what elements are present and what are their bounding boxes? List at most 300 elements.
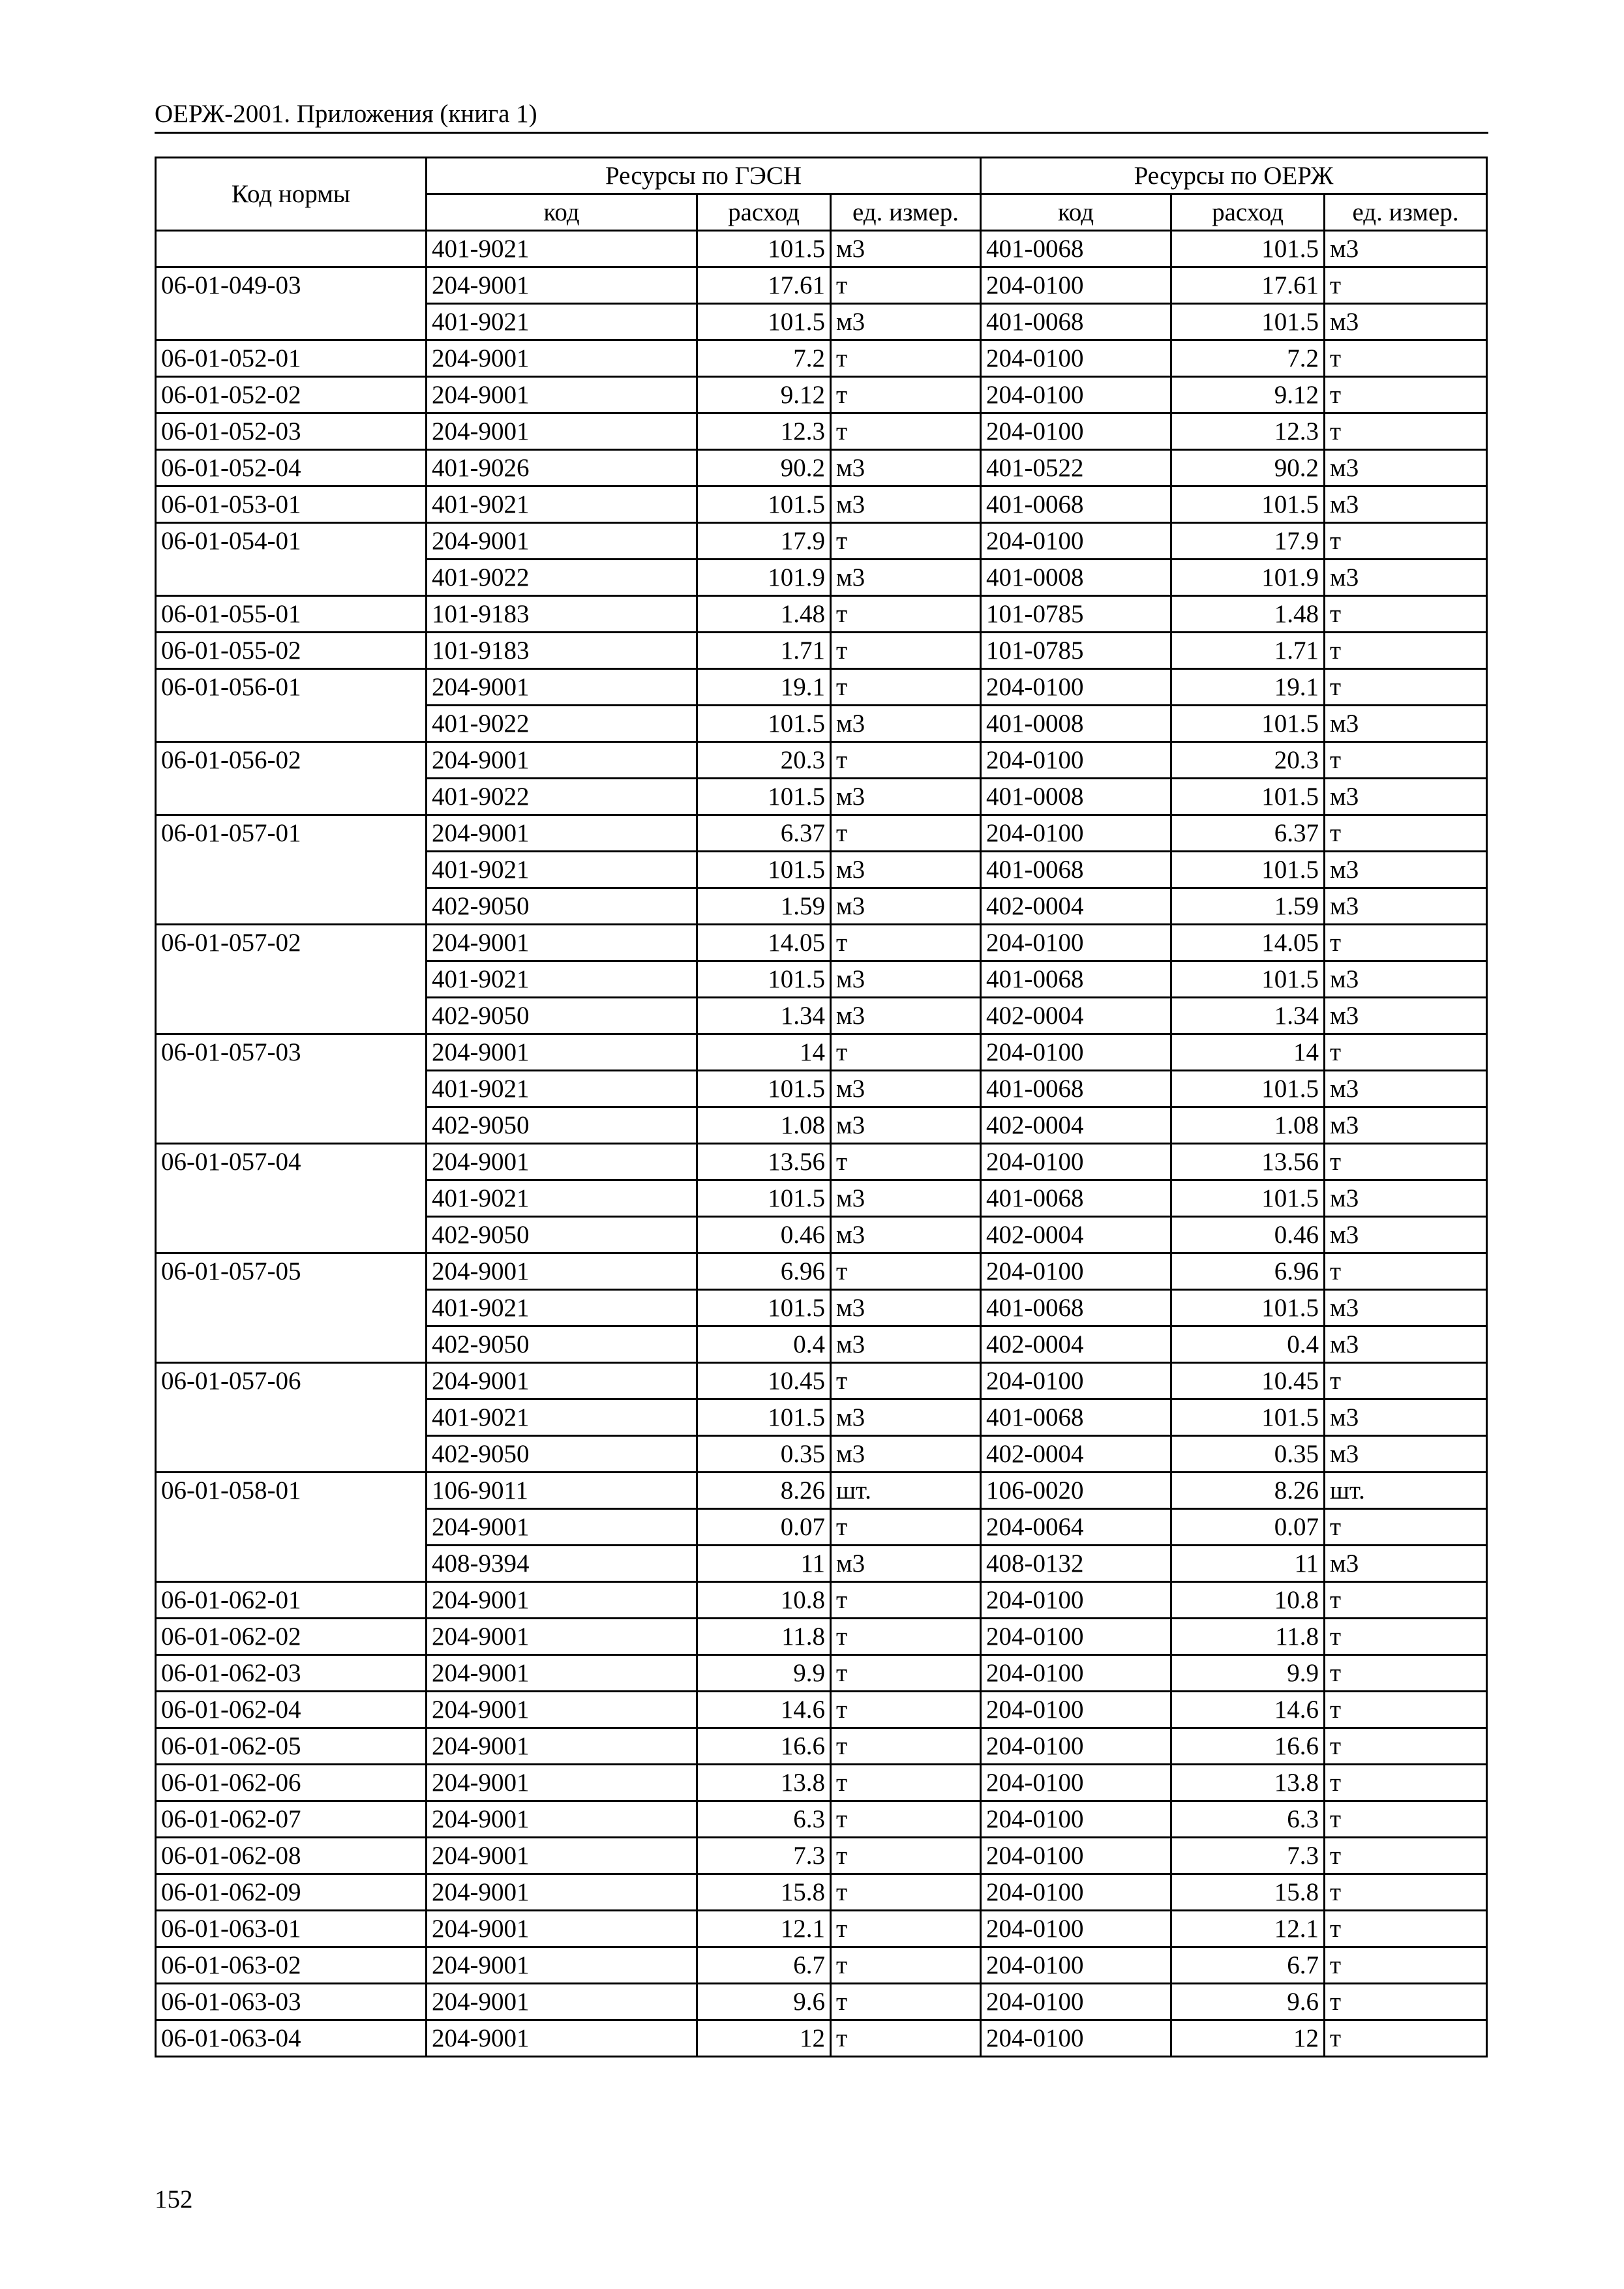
gesn-code-cell: 204-9001 (427, 267, 697, 304)
oerzh-code-cell: 402-0004 (981, 1107, 1171, 1144)
gesn-consumption-cell: 11.8 (697, 1619, 831, 1655)
oerzh-code-cell: 401-0068 (981, 1399, 1171, 1436)
gesn-consumption-cell: 0.46 (697, 1217, 831, 1253)
gesn-unit-cell: т (831, 377, 981, 413)
table-row (156, 1144, 1487, 1180)
gesn-code-cell: 204-9001 (427, 1253, 697, 1290)
gesn-consumption-cell: 101.5 (697, 231, 831, 267)
gesn-unit-cell: шт. (831, 1473, 981, 1509)
oerzh-code-cell: 204-0100 (981, 1838, 1171, 1874)
norm-code-cell: 06-01-057-05 (156, 1253, 427, 1363)
gesn-consumption-cell: 0.4 (697, 1326, 831, 1363)
norm-code-cell: 06-01-052-01 (156, 340, 427, 377)
oerzh-code-cell: 101-0785 (981, 596, 1171, 633)
gesn-consumption-cell: 1.34 (697, 998, 831, 1034)
oerzh-consumption-cell: 1.34 (1171, 998, 1325, 1034)
gesn-consumption-cell: 1.71 (697, 633, 831, 669)
oerzh-code-cell: 204-0064 (981, 1509, 1171, 1546)
gesn-consumption-cell: 1.59 (697, 888, 831, 925)
oerzh-consumption-cell: 101.5 (1171, 706, 1325, 742)
gesn-code-cell: 401-9021 (427, 304, 697, 340)
table-row (156, 669, 1487, 706)
oerzh-code-cell: 401-0068 (981, 304, 1171, 340)
gesn-unit-cell: т (831, 2020, 981, 2057)
oerzh-code-cell: 408-0132 (981, 1546, 1171, 1582)
gesn-code-cell: 204-9001 (427, 1582, 697, 1619)
norm-code-cell: 06-01-062-09 (156, 1874, 427, 1911)
norm-code-cell: 06-01-062-03 (156, 1655, 427, 1692)
gesn-code-cell: 402-9050 (427, 1436, 697, 1473)
oerzh-unit-cell: м3 (1325, 560, 1487, 596)
oerzh-consumption-cell: 10.45 (1171, 1363, 1325, 1399)
norm-code-cell: 06-01-055-02 (156, 633, 427, 669)
gesn-consumption-cell: 16.6 (697, 1728, 831, 1765)
norm-code-cell: 06-01-057-06 (156, 1363, 427, 1473)
oerzh-unit-cell: т (1325, 1655, 1487, 1692)
header-norm-code: Код нормы (156, 158, 427, 231)
oerzh-consumption-cell: 6.3 (1171, 1801, 1325, 1838)
gesn-unit-cell: м3 (831, 998, 981, 1034)
oerzh-unit-cell: м3 (1325, 1290, 1487, 1326)
oerzh-code-cell: 402-0004 (981, 888, 1171, 925)
gesn-code-cell: 204-9001 (427, 1619, 697, 1655)
oerzh-consumption-cell: 1.48 (1171, 596, 1325, 633)
oerzh-consumption-cell: 0.46 (1171, 1217, 1325, 1253)
norm-code-cell: 06-01-056-01 (156, 669, 427, 742)
gesn-consumption-cell: 12 (697, 2020, 831, 2057)
oerzh-consumption-cell: 0.4 (1171, 1326, 1325, 1363)
oerzh-unit-cell: т (1325, 2020, 1487, 2057)
gesn-code-cell: 402-9050 (427, 1326, 697, 1363)
oerzh-unit-cell: т (1325, 1509, 1487, 1546)
table-row (156, 1655, 1487, 1692)
gesn-code-cell: 401-9026 (427, 450, 697, 486)
gesn-unit-cell: т (831, 1582, 981, 1619)
oerzh-unit-cell: м3 (1325, 1217, 1487, 1253)
oerzh-consumption-cell: 10.8 (1171, 1582, 1325, 1619)
gesn-consumption-cell: 17.61 (697, 267, 831, 304)
gesn-unit-cell: т (831, 1801, 981, 1838)
oerzh-code-cell: 401-0008 (981, 560, 1171, 596)
oerzh-unit-cell: т (1325, 669, 1487, 706)
gesn-consumption-cell: 9.12 (697, 377, 831, 413)
oerzh-consumption-cell: 14 (1171, 1034, 1325, 1071)
gesn-code-cell: 204-9001 (427, 1765, 697, 1801)
gesn-code-cell: 204-9001 (427, 1034, 697, 1071)
oerzh-code-cell: 402-0004 (981, 1217, 1171, 1253)
table-row (156, 450, 1487, 486)
gesn-code-cell: 401-9021 (427, 1399, 697, 1436)
gesn-consumption-cell: 101.5 (697, 486, 831, 523)
gesn-code-cell: 401-9021 (427, 1180, 697, 1217)
gesn-consumption-cell: 101.5 (697, 1071, 831, 1107)
norm-code-cell: 06-01-062-01 (156, 1582, 427, 1619)
gesn-consumption-cell: 13.56 (697, 1144, 831, 1180)
oerzh-unit-cell: т (1325, 1874, 1487, 1911)
gesn-unit-cell: м3 (831, 1399, 981, 1436)
gesn-unit-cell: т (831, 1692, 981, 1728)
gesn-code-cell: 401-9021 (427, 1290, 697, 1326)
gesn-code-cell: 204-9001 (427, 1509, 697, 1546)
oerzh-code-cell: 204-0100 (981, 1655, 1171, 1692)
gesn-unit-cell: т (831, 1253, 981, 1290)
norm-code-cell: 06-01-058-01 (156, 1473, 427, 1582)
oerzh-unit-cell: м3 (1325, 1399, 1487, 1436)
oerzh-consumption-cell: 101.5 (1171, 1071, 1325, 1107)
gesn-unit-cell: м3 (831, 1180, 981, 1217)
oerzh-consumption-cell: 8.26 (1171, 1473, 1325, 1509)
gesn-unit-cell: т (831, 742, 981, 779)
table-row (156, 413, 1487, 450)
gesn-consumption-cell: 8.26 (697, 1473, 831, 1509)
oerzh-unit-cell: м3 (1325, 888, 1487, 925)
table-row (156, 523, 1487, 560)
oerzh-code-cell: 204-0100 (981, 2020, 1171, 2057)
gesn-unit-cell: т (831, 596, 981, 633)
oerzh-consumption-cell: 12.3 (1171, 413, 1325, 450)
oerzh-unit-cell: м3 (1325, 998, 1487, 1034)
oerzh-consumption-cell: 14.6 (1171, 1692, 1325, 1728)
gesn-unit-cell: т (831, 669, 981, 706)
oerzh-unit-cell: т (1325, 925, 1487, 961)
norm-code-cell (156, 231, 427, 267)
oerzh-consumption-cell: 101.5 (1171, 852, 1325, 888)
oerzh-unit-cell: т (1325, 815, 1487, 852)
gesn-code-cell: 204-9001 (427, 1947, 697, 1984)
oerzh-consumption-cell: 7.2 (1171, 340, 1325, 377)
gesn-code-cell: 101-9183 (427, 633, 697, 669)
gesn-unit-cell: м3 (831, 1107, 981, 1144)
norm-code-cell: 06-01-057-03 (156, 1034, 427, 1144)
gesn-code-cell: 204-9001 (427, 669, 697, 706)
oerzh-code-cell: 204-0100 (981, 1253, 1171, 1290)
gesn-code-cell: 401-9021 (427, 961, 697, 998)
gesn-code-cell: 204-9001 (427, 815, 697, 852)
oerzh-consumption-cell: 101.5 (1171, 231, 1325, 267)
gesn-code-cell: 401-9021 (427, 231, 697, 267)
oerzh-unit-cell: м3 (1325, 304, 1487, 340)
gesn-consumption-cell: 101.5 (697, 706, 831, 742)
oerzh-code-cell: 402-0004 (981, 1326, 1171, 1363)
oerzh-consumption-cell: 13.8 (1171, 1765, 1325, 1801)
oerzh-consumption-cell: 19.1 (1171, 669, 1325, 706)
gesn-consumption-cell: 101.5 (697, 304, 831, 340)
oerzh-unit-cell: т (1325, 1692, 1487, 1728)
gesn-unit-cell: м3 (831, 1290, 981, 1326)
oerzh-code-cell: 204-0100 (981, 1582, 1171, 1619)
gesn-code-cell: 401-9022 (427, 779, 697, 815)
oerzh-consumption-cell: 1.08 (1171, 1107, 1325, 1144)
gesn-unit-cell: т (831, 1619, 981, 1655)
gesn-consumption-cell: 7.2 (697, 340, 831, 377)
norm-code-cell: 06-01-052-04 (156, 450, 427, 486)
gesn-unit-cell: м3 (831, 304, 981, 340)
oerzh-unit-cell: т (1325, 1947, 1487, 1984)
oerzh-consumption-cell: 9.12 (1171, 377, 1325, 413)
table-row (156, 1034, 1487, 1071)
oerzh-unit-cell: т (1325, 523, 1487, 560)
oerzh-code-cell: 204-0100 (981, 523, 1171, 560)
oerzh-consumption-cell: 9.6 (1171, 1984, 1325, 2020)
oerzh-consumption-cell: 17.61 (1171, 267, 1325, 304)
oerzh-code-cell: 204-0100 (981, 1874, 1171, 1911)
oerzh-consumption-cell: 0.35 (1171, 1436, 1325, 1473)
oerzh-unit-cell: т (1325, 1619, 1487, 1655)
oerzh-code-cell: 204-0100 (981, 1692, 1171, 1728)
table-row (156, 925, 1487, 961)
norm-code-cell: 06-01-062-08 (156, 1838, 427, 1874)
oerzh-code-cell: 401-0068 (981, 1071, 1171, 1107)
gesn-unit-cell: т (831, 1509, 981, 1546)
gesn-consumption-cell: 15.8 (697, 1874, 831, 1911)
gesn-unit-cell: м3 (831, 560, 981, 596)
oerzh-code-cell: 204-0100 (981, 815, 1171, 852)
gesn-unit-cell: т (831, 413, 981, 450)
oerzh-consumption-cell: 101.5 (1171, 1399, 1325, 1436)
gesn-code-cell: 402-9050 (427, 888, 697, 925)
header-oerzh-consumption: расход (1171, 194, 1325, 231)
oerzh-unit-cell: т (1325, 1144, 1487, 1180)
oerzh-consumption-cell: 101.5 (1171, 961, 1325, 998)
gesn-unit-cell: т (831, 1034, 981, 1071)
oerzh-unit-cell: т (1325, 1984, 1487, 2020)
gesn-unit-cell: т (831, 267, 981, 304)
gesn-unit-cell: м3 (831, 1326, 981, 1363)
norm-code-cell: 06-01-063-04 (156, 2020, 427, 2057)
table-row (156, 231, 1487, 267)
oerzh-unit-cell: т (1325, 340, 1487, 377)
gesn-consumption-cell: 6.3 (697, 1801, 831, 1838)
gesn-unit-cell: т (831, 1874, 981, 1911)
gesn-consumption-cell: 1.08 (697, 1107, 831, 1144)
oerzh-code-cell: 101-0785 (981, 633, 1171, 669)
gesn-unit-cell: т (831, 1144, 981, 1180)
oerzh-code-cell: 204-0100 (981, 377, 1171, 413)
table-row (156, 1874, 1487, 1911)
oerzh-code-cell: 401-0068 (981, 961, 1171, 998)
oerzh-consumption-cell: 6.7 (1171, 1947, 1325, 1984)
oerzh-code-cell: 204-0100 (981, 340, 1171, 377)
oerzh-code-cell: 204-0100 (981, 1947, 1171, 1984)
oerzh-code-cell: 204-0100 (981, 267, 1171, 304)
oerzh-code-cell: 204-0100 (981, 1801, 1171, 1838)
gesn-code-cell: 204-9001 (427, 413, 697, 450)
gesn-consumption-cell: 19.1 (697, 669, 831, 706)
gesn-unit-cell: т (831, 1947, 981, 1984)
gesn-code-cell: 204-9001 (427, 1911, 697, 1947)
oerzh-unit-cell: м3 (1325, 706, 1487, 742)
norm-code-cell: 06-01-056-02 (156, 742, 427, 815)
gesn-code-cell: 401-9021 (427, 1071, 697, 1107)
gesn-consumption-cell: 14.05 (697, 925, 831, 961)
norm-code-cell: 06-01-062-07 (156, 1801, 427, 1838)
header-oerzh-resources: Ресурсы по ОЕРЖ (981, 158, 1487, 194)
gesn-code-cell: 204-9001 (427, 1984, 697, 2020)
gesn-code-cell: 204-9001 (427, 1728, 697, 1765)
oerzh-code-cell: 401-0068 (981, 486, 1171, 523)
gesn-consumption-cell: 0.07 (697, 1509, 831, 1546)
gesn-unit-cell: м3 (831, 961, 981, 998)
oerzh-unit-cell: т (1325, 1765, 1487, 1801)
oerzh-unit-cell: т (1325, 1363, 1487, 1399)
gesn-code-cell: 204-9001 (427, 1874, 697, 1911)
resources-table (155, 157, 1488, 2057)
oerzh-code-cell: 204-0100 (981, 1619, 1171, 1655)
oerzh-consumption-cell: 17.9 (1171, 523, 1325, 560)
oerzh-code-cell: 401-0068 (981, 1180, 1171, 1217)
table-row (156, 486, 1487, 523)
oerzh-code-cell: 402-0004 (981, 998, 1171, 1034)
norm-code-cell: 06-01-057-01 (156, 815, 427, 925)
oerzh-code-cell: 401-0068 (981, 852, 1171, 888)
gesn-consumption-cell: 12.3 (697, 413, 831, 450)
table-row (156, 1582, 1487, 1619)
header-gesn-resources: Ресурсы по ГЭСН (427, 158, 981, 194)
gesn-unit-cell: т (831, 633, 981, 669)
running-header: ОЕРЖ-2001. Приложения (книга 1) (155, 98, 1488, 134)
gesn-code-cell: 204-9001 (427, 1692, 697, 1728)
header-oerzh-code: код (981, 194, 1171, 231)
gesn-consumption-cell: 0.35 (697, 1436, 831, 1473)
norm-code-cell: 06-01-062-02 (156, 1619, 427, 1655)
oerzh-consumption-cell: 101.5 (1171, 779, 1325, 815)
oerzh-unit-cell: т (1325, 596, 1487, 633)
gesn-consumption-cell: 101.5 (697, 779, 831, 815)
gesn-code-cell: 402-9050 (427, 998, 697, 1034)
oerzh-code-cell: 401-0522 (981, 450, 1171, 486)
oerzh-consumption-cell: 0.07 (1171, 1509, 1325, 1546)
gesn-code-cell: 204-9001 (427, 1363, 697, 1399)
gesn-unit-cell: м3 (831, 706, 981, 742)
gesn-code-cell: 204-9001 (427, 1144, 697, 1180)
oerzh-unit-cell: т (1325, 1582, 1487, 1619)
table-row (156, 1619, 1487, 1655)
gesn-unit-cell: т (831, 925, 981, 961)
gesn-unit-cell: т (831, 1765, 981, 1801)
gesn-code-cell: 401-9022 (427, 706, 697, 742)
oerzh-consumption-cell: 14.05 (1171, 925, 1325, 961)
norm-code-cell: 06-01-062-06 (156, 1765, 427, 1801)
oerzh-code-cell: 204-0100 (981, 742, 1171, 779)
oerzh-consumption-cell: 13.56 (1171, 1144, 1325, 1180)
gesn-consumption-cell: 101.5 (697, 1290, 831, 1326)
oerzh-code-cell: 204-0100 (981, 1911, 1171, 1947)
gesn-consumption-cell: 101.9 (697, 560, 831, 596)
oerzh-unit-cell: м3 (1325, 1071, 1487, 1107)
table-row (156, 742, 1487, 779)
oerzh-unit-cell: т (1325, 1838, 1487, 1874)
oerzh-consumption-cell: 16.6 (1171, 1728, 1325, 1765)
norm-code-cell: 06-01-055-01 (156, 596, 427, 633)
oerzh-consumption-cell: 6.37 (1171, 815, 1325, 852)
table-row (156, 1911, 1487, 1947)
header-gesn-consumption: расход (697, 194, 831, 231)
gesn-unit-cell: м3 (831, 1546, 981, 1582)
table-row (156, 1984, 1487, 2020)
oerzh-consumption-cell: 101.9 (1171, 560, 1325, 596)
oerzh-code-cell: 204-0100 (981, 1984, 1171, 2020)
gesn-consumption-cell: 6.7 (697, 1947, 831, 1984)
oerzh-code-cell: 204-0100 (981, 669, 1171, 706)
gesn-code-cell: 204-9001 (427, 377, 697, 413)
gesn-unit-cell: т (831, 1728, 981, 1765)
table-row (156, 1947, 1487, 1984)
oerzh-unit-cell: т (1325, 1801, 1487, 1838)
oerzh-unit-cell: т (1325, 633, 1487, 669)
gesn-code-cell: 204-9001 (427, 742, 697, 779)
oerzh-code-cell: 204-0100 (981, 1363, 1171, 1399)
gesn-code-cell: 402-9050 (427, 1217, 697, 1253)
gesn-code-cell: 401-9021 (427, 486, 697, 523)
oerzh-unit-cell: т (1325, 267, 1487, 304)
gesn-unit-cell: т (831, 815, 981, 852)
table-row (156, 1692, 1487, 1728)
gesn-unit-cell: т (831, 340, 981, 377)
oerzh-code-cell: 402-0004 (981, 1436, 1171, 1473)
oerzh-unit-cell: м3 (1325, 1326, 1487, 1363)
gesn-consumption-cell: 6.96 (697, 1253, 831, 1290)
oerzh-code-cell: 401-0068 (981, 1290, 1171, 1326)
gesn-unit-cell: м3 (831, 231, 981, 267)
gesn-consumption-cell: 9.9 (697, 1655, 831, 1692)
oerzh-consumption-cell: 11 (1171, 1546, 1325, 1582)
gesn-unit-cell: м3 (831, 486, 981, 523)
gesn-unit-cell: т (831, 1838, 981, 1874)
oerzh-consumption-cell: 12.1 (1171, 1911, 1325, 1947)
norm-code-cell: 06-01-063-03 (156, 1984, 427, 2020)
oerzh-code-cell: 204-0100 (981, 1034, 1171, 1071)
gesn-code-cell: 204-9001 (427, 925, 697, 961)
header-gesn-code: код (427, 194, 697, 231)
gesn-consumption-cell: 9.6 (697, 1984, 831, 2020)
oerzh-code-cell: 204-0100 (981, 1765, 1171, 1801)
oerzh-consumption-cell: 101.5 (1171, 1180, 1325, 1217)
norm-code-cell: 06-01-054-01 (156, 523, 427, 596)
gesn-consumption-cell: 12.1 (697, 1911, 831, 1947)
oerzh-code-cell: 204-0100 (981, 1144, 1171, 1180)
gesn-code-cell: 204-9001 (427, 523, 697, 560)
oerzh-consumption-cell: 7.3 (1171, 1838, 1325, 1874)
gesn-consumption-cell: 20.3 (697, 742, 831, 779)
oerzh-consumption-cell: 12 (1171, 2020, 1325, 2057)
oerzh-unit-cell: т (1325, 1034, 1487, 1071)
gesn-consumption-cell: 101.5 (697, 1399, 831, 1436)
norm-code-cell: 06-01-052-03 (156, 413, 427, 450)
gesn-consumption-cell: 6.37 (697, 815, 831, 852)
table-row (156, 596, 1487, 633)
header-oerzh-unit: ед. измер. (1325, 194, 1487, 231)
gesn-consumption-cell: 90.2 (697, 450, 831, 486)
gesn-consumption-cell: 14 (697, 1034, 831, 1071)
gesn-consumption-cell: 101.5 (697, 852, 831, 888)
oerzh-code-cell: 401-0008 (981, 706, 1171, 742)
oerzh-consumption-cell: 101.5 (1171, 1290, 1325, 1326)
gesn-unit-cell: м3 (831, 852, 981, 888)
table-row (156, 1838, 1487, 1874)
table-row (156, 1253, 1487, 1290)
oerzh-consumption-cell: 1.71 (1171, 633, 1325, 669)
gesn-unit-cell: м3 (831, 450, 981, 486)
norm-code-cell: 06-01-063-02 (156, 1947, 427, 1984)
oerzh-unit-cell: м3 (1325, 1546, 1487, 1582)
oerzh-unit-cell: шт. (1325, 1473, 1487, 1509)
norm-code-cell: 06-01-062-04 (156, 1692, 427, 1728)
gesn-code-cell: 204-9001 (427, 340, 697, 377)
oerzh-unit-cell: м3 (1325, 1180, 1487, 1217)
gesn-unit-cell: м3 (831, 1436, 981, 1473)
page-number: 152 (155, 2185, 193, 2213)
gesn-consumption-cell: 14.6 (697, 1692, 831, 1728)
